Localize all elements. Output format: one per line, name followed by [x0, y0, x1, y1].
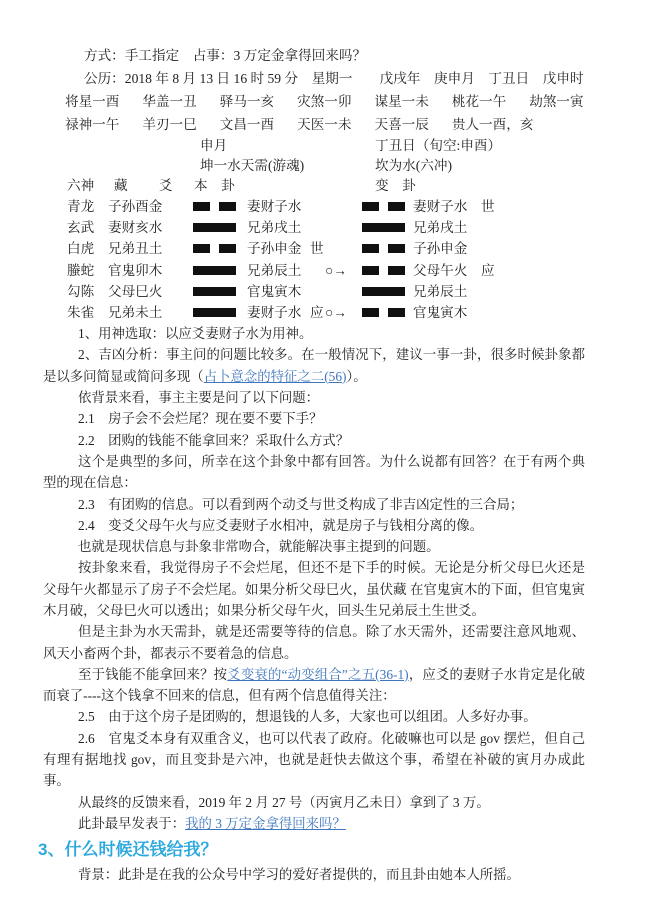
- hexagram-row: [67, 217, 585, 238]
- hexagram-table: [43, 196, 585, 323]
- star-item: 天医一未: [297, 117, 352, 132]
- method-line: 方式：手工指定 占事：3 万定金拿得回来吗？: [84, 48, 367, 63]
- yao-label-changed: 父母午火: [413, 262, 468, 278]
- yin-line-bar: [362, 202, 379, 211]
- text-run: 至于钱能不能拿回来？按: [78, 666, 228, 682]
- yao-line-yang-main: [193, 287, 247, 296]
- six-god-label: 白虎: [67, 241, 95, 257]
- inline-link[interactable]: 我的 3 万定金拿得回来吗？: [185, 815, 346, 831]
- star-item: 劫煞一寅: [529, 94, 584, 109]
- text-run: ，应爻的妻财子水肯定是化破而衰了----这个钱拿不回来的信息，但有两个信息值得关注：: [43, 666, 586, 704]
- yao-line-yin-main: [193, 202, 247, 211]
- moving-yao-arrow: ○→: [325, 304, 347, 320]
- yang-line-bar: [193, 266, 236, 275]
- star-item: 羊刃一巳: [142, 117, 197, 132]
- yin-line-bar: [193, 244, 210, 253]
- month-day-line: [43, 136, 585, 156]
- yao-line-yang-changed: [362, 223, 413, 232]
- yin-line-bar: [362, 266, 379, 275]
- yin-line-bar: [219, 202, 236, 211]
- hidden-yao-label: 官鬼卯木: [108, 262, 163, 278]
- paragraph: [43, 408, 585, 429]
- yao-label-main: 兄弟戌土: [247, 220, 302, 236]
- hexagram-section: [43, 136, 585, 323]
- table-column-headers: [43, 176, 585, 196]
- paragraph: [43, 728, 585, 792]
- text-run: 也就是现状信息与卦象非常吻合，就能解决事主提到的问题。: [78, 539, 440, 555]
- yao-label-changed: 兄弟戌土: [413, 220, 468, 236]
- yang-line-bar: [362, 287, 405, 296]
- text-run: 2.1 房子会不会烂尾？现在要不要下手？: [78, 411, 323, 427]
- text-run: 依背景来看，事主主要是问了以下问题：: [78, 390, 320, 406]
- star-line-1: [43, 90, 585, 113]
- yao-label-main: 妻财子水: [247, 304, 302, 320]
- yao-label-changed: 子孙申金: [413, 241, 468, 257]
- hexagram-names-line: [43, 156, 585, 176]
- analysis-body: [38, 323, 586, 885]
- yin-line-bar: [362, 244, 379, 253]
- star-item: 灾煞一卯: [297, 94, 352, 109]
- changed-hexagram-name: 坎为水(六冲): [375, 158, 453, 173]
- star-line-2: [43, 113, 585, 136]
- yang-line-bar: [193, 223, 236, 232]
- text-run: 3、什么时候还钱给我？: [38, 840, 218, 860]
- column-header-changed-hexagram: 变 卦: [375, 178, 416, 193]
- star-item: 谋星一未: [374, 94, 429, 109]
- paragraph: [43, 515, 585, 536]
- paragraph: [43, 536, 585, 557]
- yao-label-changed: 妻财子水: [413, 199, 468, 214]
- yao-label-changed: 官鬼寅木: [413, 304, 468, 320]
- shi-ying-marker-main: [310, 260, 325, 281]
- text-run: 但是主卦为水天需卦，就是还需要等待的信息。除了水天需外，还需要注意风地观、风天小畜两个卦，都表示不要着急的信息。: [43, 624, 585, 661]
- paragraph: [43, 344, 585, 387]
- yao-line-yin-main: [193, 244, 247, 253]
- day-label: 丁丑日（旬空:申酉）: [375, 138, 502, 153]
- paragraph: [43, 451, 585, 494]
- yao-line-yang-main: [193, 266, 247, 275]
- paragraph: [43, 323, 585, 344]
- paragraph: [43, 864, 585, 885]
- star-item: 禄神一午: [65, 117, 120, 132]
- paragraph: [43, 430, 585, 451]
- text-run: 背景：此卦是在我的公众号中学习的爱好者提供的，而且卦由她本人所摇。: [78, 867, 520, 883]
- inline-link[interactable]: 爻变衰的“动变组合”之五(36-1): [227, 666, 409, 682]
- section-heading: [38, 838, 585, 862]
- text-run: 2.6 官鬼爻本身有双重含义，也可以代表了政府。化破嘛也可以是 gov 摆烂，但自己有理有据地找 gov，而且变卦是六冲，也就是赶快去做这个事，希望在补破的寅月办成此事。: [43, 730, 585, 789]
- six-god-label: 螣蛇: [67, 262, 95, 278]
- yin-line-bar: [388, 244, 405, 253]
- hidden-yao-label: 父母巳火: [108, 283, 163, 299]
- marker-cell: [310, 260, 362, 281]
- month-label: 申月: [200, 138, 228, 153]
- hidden-yao-label: 兄弟未土: [108, 304, 163, 320]
- star-item: 贵人一酉，亥: [451, 117, 534, 132]
- yin-line-bar: [193, 202, 210, 211]
- hidden-yao-label: 妻财亥水: [108, 220, 163, 236]
- shi-ying-marker-main: 世: [310, 241, 324, 257]
- hexagram-row: [67, 302, 585, 323]
- paragraph: [43, 813, 585, 834]
- star-item: 华盖一丑: [142, 94, 197, 109]
- paragraph: [43, 494, 585, 515]
- text-run: 2.3 有团购的信息。可以看到两个动爻与世爻构成了非吉凶定性的三合局；: [78, 496, 524, 512]
- paragraph: [43, 706, 585, 727]
- yao-line-yin-changed: [362, 266, 413, 275]
- hexagram-row: [67, 281, 585, 302]
- text-run: 2.5 由于这个房子是团购的，想退钱的人多，大家也可以组团。人多好办事。: [78, 709, 537, 725]
- paragraph: [43, 664, 585, 707]
- marker-cell: [310, 302, 362, 323]
- column-header-yao: 爻: [159, 178, 173, 193]
- yin-line-bar: [219, 244, 236, 253]
- main-hexagram-name: 坤一水天需(游魂): [200, 158, 305, 173]
- yin-line-bar: [388, 202, 405, 211]
- hexagram-row: [67, 196, 585, 217]
- yao-line-yin-changed: [362, 202, 413, 211]
- yao-line-yang-changed: [362, 287, 413, 296]
- moving-yao-arrow: ○→: [325, 262, 347, 278]
- paragraph: [43, 557, 585, 621]
- date-line: 公历：2018 年 8 月 13 日 16 时 59 分 星期一 戊戌年 庚申月 丁丑日 戊申时: [84, 71, 584, 86]
- yang-line-bar: [193, 308, 236, 317]
- hexagram-row: [67, 260, 585, 281]
- yao-line-yang-main: [193, 223, 247, 232]
- text-run: 2.2 团购的钱能不能拿回来？采取什么方式？: [78, 432, 350, 448]
- yao-line-yin-changed: [362, 244, 413, 253]
- hexagram-row: [67, 238, 585, 259]
- six-god-label: 朱雀: [67, 304, 95, 320]
- yao-line-yang-main: [193, 308, 247, 317]
- text-run: 2.4 变爻父母午火与应爻妻财子水相冲，就是房子与钱相分离的像。: [78, 517, 484, 533]
- yao-label-changed: 兄弟辰土: [413, 283, 468, 299]
- column-header-six-gods: 六神: [67, 178, 95, 193]
- paragraph: [43, 387, 585, 408]
- text-run: 此卦最早发表于：: [78, 815, 186, 831]
- star-item: 驿马一亥: [219, 94, 275, 109]
- paragraph: [43, 621, 585, 664]
- yang-line-bar: [193, 287, 236, 296]
- marker-cell: [310, 238, 362, 259]
- star-item: 文昌一酉: [219, 117, 275, 132]
- star-item: 桃花一午: [451, 94, 507, 109]
- shi-ying-marker-changed: 应: [481, 262, 495, 278]
- star-item: 将星一酉: [65, 94, 120, 109]
- yao-line-yin-changed: [362, 308, 413, 317]
- column-header-main-hexagram: 本 卦: [194, 178, 235, 193]
- yin-line-bar: [388, 266, 405, 275]
- hidden-yao-label: 兄弟丑土: [108, 241, 163, 257]
- text-run: 按卦象来看，我觉得房子不会烂尾，但还不是下手的时候。无论是分析父母巳火还是父母午火都显示了房子不会烂尾。如果分析父母巳火，虽伏藏 在官鬼寅木的下面，但官鬼寅木月破，父母巳火可以透出；如果分析父母午火，回头生兄弟辰土生世爻。: [43, 560, 585, 618]
- star-item: 天喜一辰: [374, 117, 429, 132]
- shi-ying-marker-changed: 世: [481, 199, 495, 214]
- yang-line-bar: [362, 223, 405, 232]
- six-god-label: 玄武: [67, 220, 95, 236]
- yao-label-main: 官鬼寅木: [247, 283, 302, 299]
- text-run: ）。: [346, 368, 367, 384]
- six-god-label: 勾陈: [67, 283, 95, 299]
- yao-label-main: 兄弟辰土: [247, 262, 302, 278]
- inline-link[interactable]: 占卜意念的特征之二(56): [203, 368, 347, 384]
- text-run: 从最终的反馈来看，2019 年 2 月 27 号（丙寅月乙未日）拿到了 3 万。: [78, 794, 490, 810]
- yao-label-main: 子孙申金: [247, 241, 302, 257]
- yin-line-bar: [362, 308, 379, 317]
- six-god-label: 青龙: [67, 199, 95, 214]
- yao-label-main: 妻财子水: [247, 199, 302, 214]
- shi-ying-marker-main: 应: [310, 304, 324, 320]
- hidden-yao-label: 子孙酉金: [108, 199, 163, 214]
- text-run: 这个是典型的多问，所幸在这个卦象中都有回答。为什么说都有回答？在于有两个典型的现在信息：: [43, 453, 585, 491]
- column-header-hidden: 藏: [114, 178, 128, 193]
- paragraph: [43, 792, 585, 813]
- text-run: 2、吉凶分析：事主问的问题比较多。在一般情况下，建议一事一卦，很多时候卦象都是以多问简显或简问多现（: [43, 347, 585, 384]
- text-run: 1、用神选取：以应爻妻财子水为用神。: [78, 326, 313, 342]
- yin-line-bar: [388, 308, 405, 317]
